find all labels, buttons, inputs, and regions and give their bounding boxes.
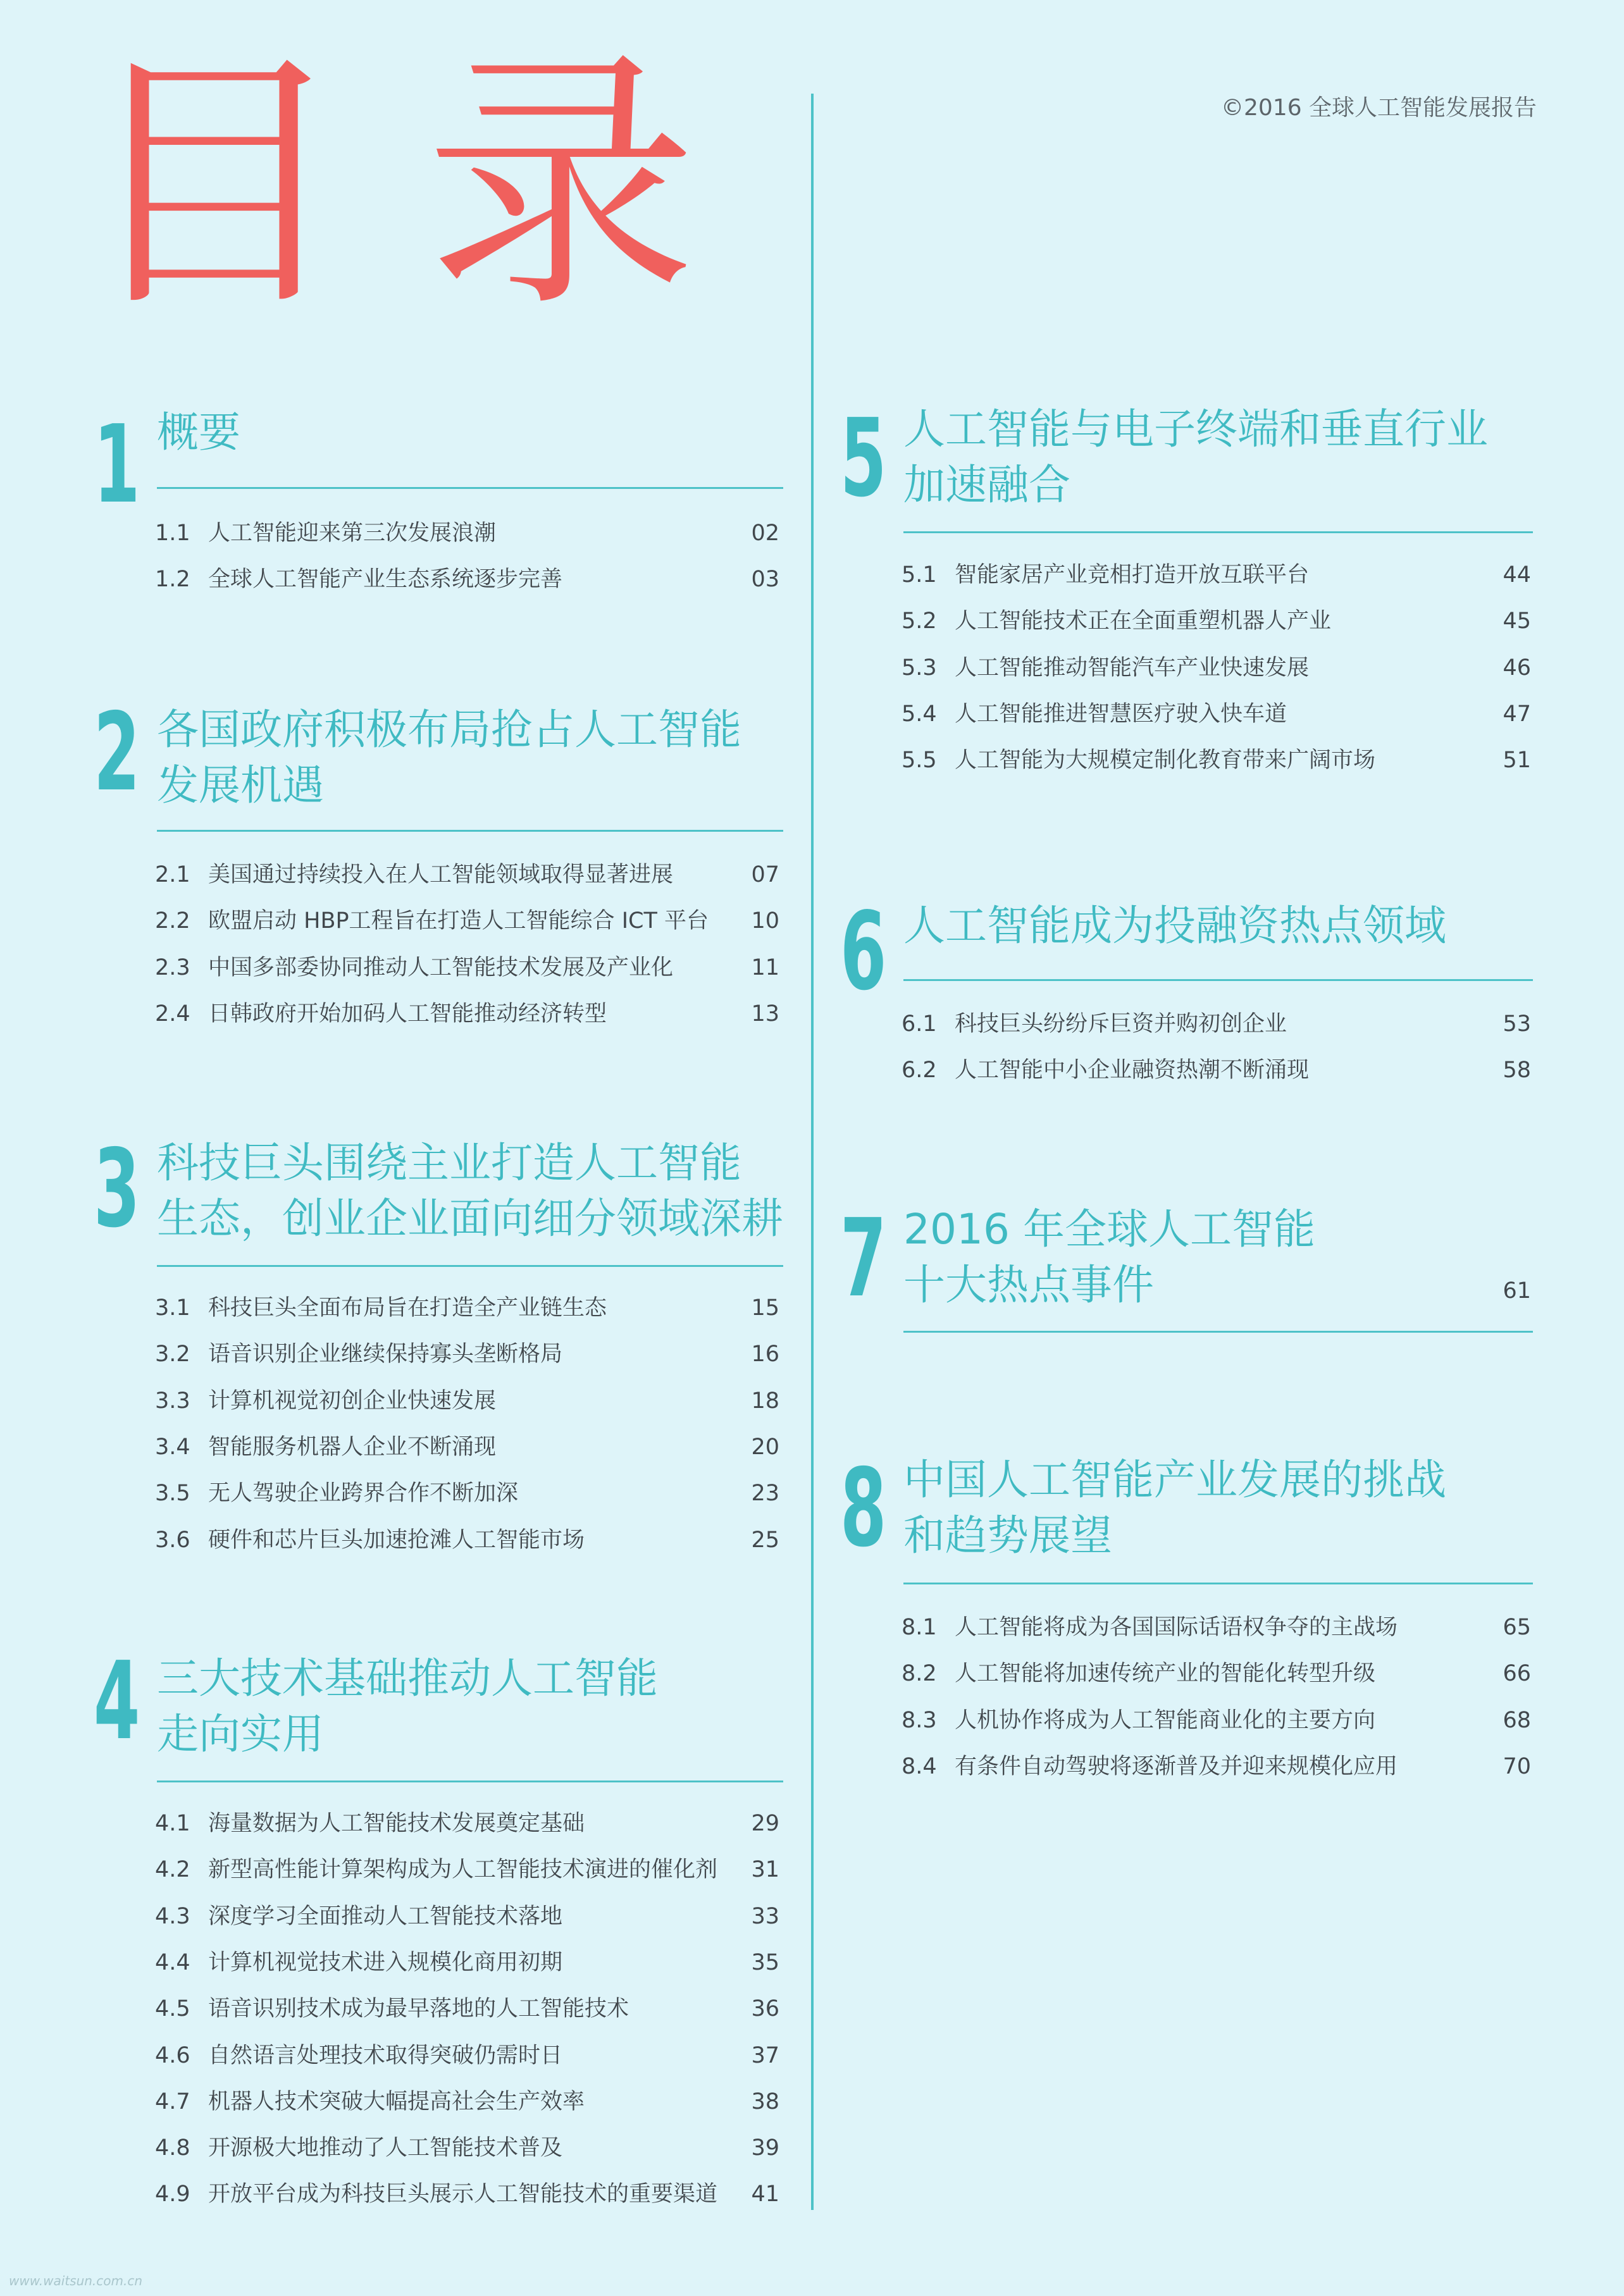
entry-title: 人工智能将成为各国国际话语权争夺的主战场 [955, 1615, 1398, 1640]
entry-title: 人工智能推动智能汽车产业快速发展 [955, 655, 1310, 681]
entry-number: 4.2 [155, 1857, 190, 1883]
entry-number: 4.9 [155, 2182, 190, 2207]
section-title-line: 三大技术基础推动人工智能 [157, 1654, 658, 1703]
entry-title: 人机协作将成为人工智能商业化的主要方向 [955, 1707, 1376, 1733]
entry-number: 4.8 [155, 2135, 190, 2161]
entry-number: 4.7 [155, 2089, 190, 2114]
entry-title: 深度学习全面推动人工智能技术落地 [208, 1903, 563, 1929]
toc-entry[interactable] [155, 1809, 585, 1838]
toc-entry[interactable] [155, 1994, 629, 2023]
toc-entry[interactable] [155, 906, 709, 935]
entry-number: 5.4 [902, 701, 937, 727]
entry-number: 8.4 [902, 1753, 937, 1779]
entry-title: 开源极大地推动了人工智能技术普及 [208, 2135, 563, 2161]
entry-number: 8.1 [902, 1615, 937, 1640]
entry-number: 3.6 [155, 1527, 190, 1553]
section-rule [903, 1331, 1533, 1333]
section-title-line: 科技巨头围绕主业打造人工智能 [157, 1139, 741, 1187]
entry-title: 计算机视觉技术进入规模化商用初期 [208, 1949, 563, 1975]
entry-page-number: 47 [1503, 701, 1531, 727]
section-page-number[interactable]: 61 [1503, 1278, 1531, 1304]
entry-page-number: 23 [751, 1481, 779, 1507]
entry-title: 语音识别企业继续保持寡头垄断格局 [208, 1342, 563, 1367]
section-number: 8 [840, 1446, 887, 1571]
section-rule [157, 1265, 783, 1267]
entry-number: 5.1 [902, 562, 937, 588]
entry-number: 2.2 [155, 908, 190, 934]
section-number: 4 [94, 1639, 140, 1764]
entry-title: 硬件和芯片巨头加速抢滩人工智能市场 [208, 1527, 585, 1553]
section-title[interactable] [157, 405, 240, 460]
entry-number: 3.3 [155, 1388, 190, 1414]
entry-number: 2.4 [155, 1001, 190, 1027]
entry-page-number: 29 [751, 1811, 779, 1836]
toc-entry[interactable] [155, 2133, 562, 2163]
entry-title: 人工智能将加速传统产业的智能化转型升级 [955, 1661, 1376, 1687]
entry-number: 4.4 [155, 1949, 190, 1975]
entry-title: 智能服务机器人企业不断涌现 [208, 1434, 497, 1460]
entry-number: 2.1 [155, 862, 190, 887]
entry-title: 全球人工智能产业生态系统逐步完善 [208, 567, 563, 593]
page-title: 目录 [77, 27, 773, 343]
entry-number: 3.1 [155, 1295, 190, 1321]
entry-page-number: 37 [751, 2042, 779, 2068]
toc-entry[interactable] [155, 1948, 562, 1977]
section-rule [157, 487, 783, 489]
entry-page-number: 68 [1503, 1707, 1531, 1733]
entry-page-number: 10 [751, 908, 779, 934]
entry-page-number: 16 [751, 1342, 779, 1367]
entry-page-number: 02 [751, 521, 779, 546]
toc-entry[interactable] [155, 1526, 585, 1555]
entry-title: 新型高性能计算架构成为人工智能技术演进的催化剂 [208, 1857, 718, 1883]
toc-entry[interactable] [155, 2180, 717, 2209]
toc-entry[interactable] [155, 565, 562, 594]
toc-entry[interactable] [902, 1056, 1309, 1085]
entry-title: 日韩政府开始加码人工智能推动经济转型 [208, 1001, 607, 1027]
toc-entry[interactable] [902, 653, 1309, 682]
toc-entry[interactable] [155, 999, 607, 1028]
section-number: 2 [94, 690, 140, 815]
toc-entry[interactable] [902, 1659, 1375, 1688]
entry-page-number: 70 [1503, 1753, 1531, 1779]
section-title-line: 走向实用 [157, 1710, 324, 1758]
toc-entry[interactable] [902, 1613, 1398, 1642]
entry-number: 4.6 [155, 2042, 190, 2068]
section-title-line: 加速融合 [903, 460, 1070, 509]
entry-number: 1.2 [155, 567, 190, 593]
section-title-line: 2016 年全球人工智能 [903, 1205, 1315, 1254]
section-rule [157, 830, 783, 832]
column-divider [811, 94, 814, 2210]
entry-number: 6.2 [902, 1058, 937, 1083]
toc-entry[interactable] [155, 519, 496, 548]
entry-title: 开放平台成为科技巨头展示人工智能技术的重要渠道 [208, 2182, 718, 2207]
entry-number: 3.2 [155, 1342, 190, 1367]
entry-page-number: 39 [751, 2135, 779, 2161]
entry-page-number: 15 [751, 1295, 779, 1321]
entry-page-number: 11 [751, 954, 779, 980]
section-number: 5 [840, 396, 887, 521]
entry-title: 人工智能中小企业融资热潮不断涌现 [955, 1058, 1310, 1083]
section-number: 1 [94, 402, 140, 528]
report-copyright: ©2016 全球人工智能发展报告 [1221, 95, 1537, 121]
section-title[interactable] [157, 1135, 783, 1247]
section-title-line: 发展机遇 [157, 761, 324, 810]
section-rule [903, 531, 1533, 533]
entry-title: 美国通过持续投入在人工智能领域取得显著进展 [208, 862, 674, 887]
entry-title: 计算机视觉初创企业快速发展 [208, 1388, 497, 1414]
toc-entry[interactable] [155, 1855, 717, 1884]
entry-number: 4.5 [155, 1996, 190, 2022]
entry-title: 智能家居产业竞相打造开放互联平台 [955, 562, 1310, 588]
entry-title: 海量数据为人工智能技术发展奠定基础 [208, 1811, 585, 1836]
section-rule [903, 979, 1533, 981]
entry-number: 3.4 [155, 1434, 190, 1460]
section-title[interactable] [157, 702, 741, 813]
entry-title: 人工智能迎来第三次发展浪潮 [208, 521, 497, 546]
section-title-line: 和趋势展望 [903, 1511, 1112, 1560]
entry-number: 4.3 [155, 1903, 190, 1929]
entry-title: 欧盟启动 HBP工程旨在打造人工智能综合 ICT 平台 [208, 908, 709, 934]
entry-number: 5.2 [902, 608, 937, 634]
section-title-line: 人工智能成为投融资热点领域 [903, 901, 1446, 950]
entry-page-number: 20 [751, 1434, 779, 1460]
toc-entry[interactable] [902, 1009, 1287, 1039]
section-title[interactable] [903, 1202, 1315, 1313]
toc-entry[interactable] [902, 1752, 1398, 1781]
entry-page-number: 18 [751, 1388, 779, 1414]
entry-title: 无人驾驶企业跨界合作不断加深 [208, 1481, 519, 1507]
toc-entry[interactable] [155, 1340, 562, 1369]
entry-number: 8.3 [902, 1707, 937, 1733]
entry-page-number: 25 [751, 1527, 779, 1553]
toc-entry[interactable] [155, 1386, 496, 1416]
toc-entry[interactable] [902, 746, 1375, 775]
toc-entry[interactable] [902, 1706, 1375, 1735]
entry-number: 1.1 [155, 521, 190, 546]
toc-entry[interactable] [155, 1902, 562, 1931]
entry-page-number: 13 [751, 1001, 779, 1027]
toc-entry[interactable] [902, 700, 1287, 729]
section-title[interactable] [903, 898, 1446, 954]
entry-title: 自然语言处理技术取得突破仍需时日 [208, 2042, 563, 2068]
entry-page-number: 38 [751, 2089, 779, 2114]
entry-page-number: 66 [1503, 1661, 1531, 1687]
entry-number: 6.1 [902, 1011, 937, 1037]
entry-number: 8.2 [902, 1661, 937, 1687]
toc-entry[interactable] [902, 607, 1331, 636]
section-title-line: 各国政府积极布局抢占人工智能 [157, 705, 741, 754]
entry-number: 5.5 [902, 748, 937, 774]
toc-entry[interactable] [902, 560, 1309, 589]
entry-title: 科技巨头全面布局旨在打造全产业链生态 [208, 1295, 607, 1321]
entry-page-number: 41 [751, 2182, 779, 2207]
section-title[interactable] [903, 1452, 1446, 1564]
section-rule [903, 1583, 1533, 1584]
section-title-line: 人工智能与电子终端和垂直行业 [903, 405, 1488, 454]
entry-title: 机器人技术突破大幅提高社会生产效率 [208, 2089, 585, 2114]
toc-entry[interactable] [155, 860, 673, 889]
entry-title: 人工智能为大规模定制化教育带来广阔市场 [955, 748, 1376, 774]
entry-page-number: 45 [1503, 608, 1531, 634]
section-rule [157, 1781, 783, 1782]
section-title[interactable] [903, 402, 1488, 513]
entry-page-number: 51 [1503, 748, 1531, 774]
entry-page-number: 33 [751, 1903, 779, 1929]
section-title[interactable] [157, 1651, 658, 1762]
entry-title: 语音识别技术成为最早落地的人工智能技术 [208, 1996, 629, 2022]
toc-entry[interactable] [155, 2041, 562, 2070]
entry-title: 人工智能推进智慧医疗驶入快车道 [955, 701, 1287, 727]
entry-title: 有条件自动驾驶将逐渐普及并迎来规模化应用 [955, 1753, 1398, 1779]
entry-page-number: 65 [1503, 1615, 1531, 1640]
toc-entry[interactable] [155, 1293, 607, 1323]
entry-title: 科技巨头纷纷斥巨资并购初创企业 [955, 1011, 1287, 1037]
section-title-line: 生态，创业企业面向细分领域深耕 [157, 1194, 783, 1243]
entry-page-number: 44 [1503, 562, 1531, 588]
entry-page-number: 36 [751, 1996, 779, 2022]
section-number: 6 [840, 889, 887, 1015]
entry-number: 5.3 [902, 655, 937, 681]
section-number: 3 [94, 1126, 140, 1252]
entry-page-number: 07 [751, 862, 779, 887]
section-number: 7 [840, 1196, 887, 1321]
toc-entry[interactable] [155, 1479, 518, 1508]
section-title-line: 概要 [157, 408, 240, 457]
entry-page-number: 58 [1503, 1058, 1531, 1083]
entry-page-number: 35 [751, 1949, 779, 1975]
entry-title: 中国多部委协同推动人工智能技术发展及产业化 [208, 954, 674, 980]
entry-page-number: 31 [751, 1857, 779, 1883]
entry-title: 人工智能技术正在全面重塑机器人产业 [955, 608, 1332, 634]
toc-entry[interactable] [155, 1433, 496, 1462]
entry-number: 4.1 [155, 1811, 190, 1836]
watermark: www.waitsun.com.cn [9, 2273, 143, 2288]
entry-page-number: 03 [751, 567, 779, 593]
entry-page-number: 53 [1503, 1011, 1531, 1037]
section-title-line: 中国人工智能产业发展的挑战 [903, 1455, 1446, 1504]
entry-number: 2.3 [155, 954, 190, 980]
section-title-line: 十大热点事件 [903, 1261, 1154, 1309]
toc-entry[interactable] [155, 953, 673, 982]
toc-entry[interactable] [155, 2087, 585, 2116]
entry-page-number: 46 [1503, 655, 1531, 681]
entry-number: 3.5 [155, 1481, 190, 1507]
